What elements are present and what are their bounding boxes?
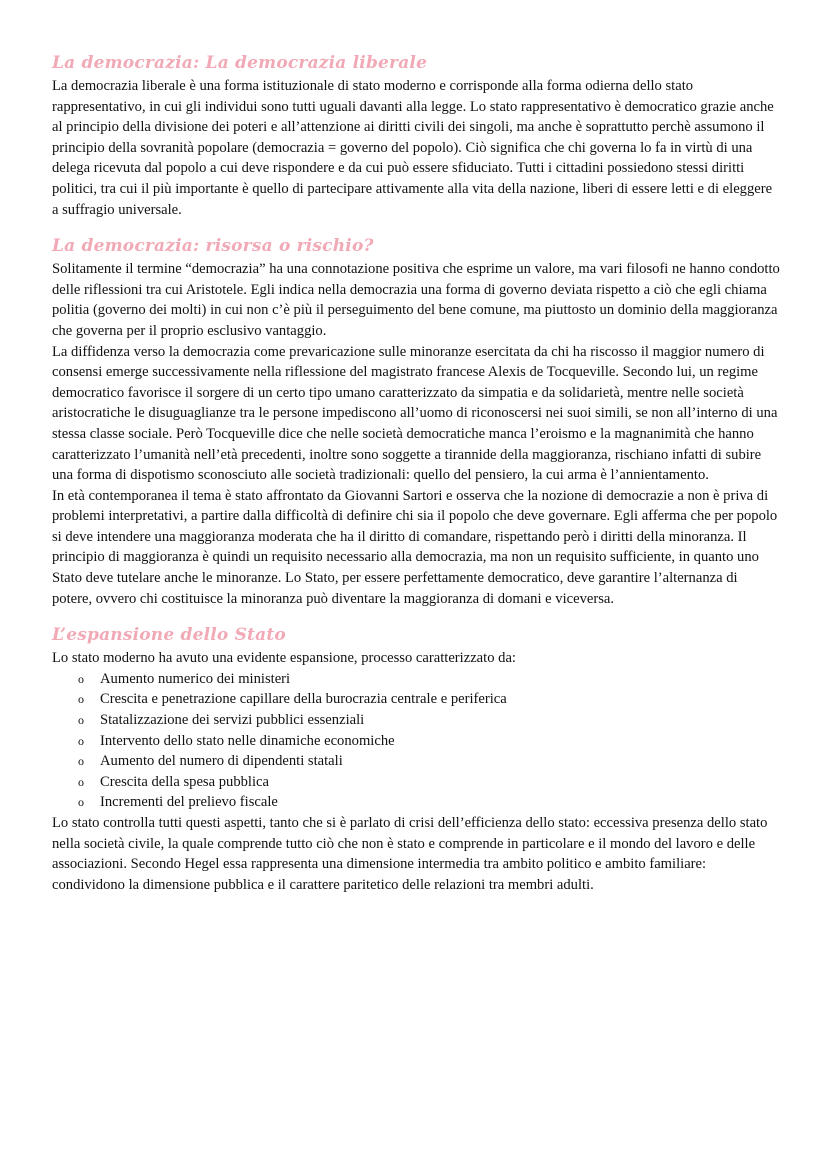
paragraph-outro: Lo stato controlla tutti questi aspetti, tanto che si è parlato di crisi dell’efficienza dello stato: eccessiva presenza dello stato nella società civile, la quale comprende tutto ciò che non è stato e comprende in particolare e il mondo del lavoro e delle associazioni. Secondo Hegel essa rappresenta una dimensione intermedia tra ambito politico e ambito familiare: condividono la dimensione pubblica e il carattere paritetico delle relazioni tra membri adulti. xyxy=(52,815,768,893)
list-item xyxy=(78,772,780,793)
circle-bullet-icon: o xyxy=(78,733,84,748)
list-item xyxy=(78,710,780,731)
circle-bullet-icon: o xyxy=(78,713,84,728)
list-item xyxy=(78,731,780,752)
paragraph: Solitamente il termine “democrazia” ha una connotazione positiva che esprime un valore, ma vari filosofi ne hanno condotto delle riflessioni tra cui Aristotele. Egli indica nella democrazia una forma di governo deviata rispetto a ciò che egli chiama politia (governo dei molti) in cui non c’è più il perseguimento del bene comune, ma piuttosto un dominio della maggioranza che governa per il proprio esclusivo vantaggio. xyxy=(52,261,780,339)
document-page xyxy=(52,52,780,895)
paragraph: In età contemporanea il tema è stato affrontato da Giovanni Sartori e osserva che la nozione di democrazie a non è priva di problemi interpretativi, a partire dalla difficoltà di definire chi sia il popolo che deve governare. Egli afferma che per popolo si deve intendere una maggioranza moderata che ha il diritto di comandare, rispettando però i diritti della minoranza. Il principio di maggioranza è quindi un requisito necessario alla democrazia, ma non un requisito sufficiente, in quanto uno Stato deve tutelare anche le minoranze. Lo Stato, per essere perfettamente democratico, deve garantire l’alternanza di potere, ovvero chi costituisce la minoranza può diventare la maggioranza di domani e viceversa. xyxy=(52,487,778,607)
list-item-text: Incrementi del prelievo fiscale xyxy=(100,794,278,811)
list-item-text: Statalizzazione dei servizi pubblici essenziali xyxy=(100,712,365,729)
list-item xyxy=(78,689,780,710)
circle-bullet-icon: o xyxy=(78,692,84,707)
paragraph-intro: Lo stato moderno ha avuto una evidente espansione, processo caratterizzato da: xyxy=(52,650,516,667)
list-item-text: Crescita della spesa pubblica xyxy=(100,773,269,790)
list-item-text: Aumento numerico dei ministeri xyxy=(100,670,291,687)
list-item xyxy=(78,792,780,813)
section-espansione-stato xyxy=(52,624,780,895)
bullet-list xyxy=(52,669,780,813)
list-item-text: Aumento del numero di dipendenti statali xyxy=(100,753,343,770)
section-heading: La democrazia: La democrazia liberale xyxy=(52,53,428,73)
paragraph: La diffidenza verso la democrazia come prevaricazione sulle minoranze esercitata da chi ha riscosso il maggior numero di consensi emerge successivamente nella riflessione del magistrato francese Alexis de Tocqueville. Secondo lui, un regime democratico favorisce il sorgere di un certo tipo umano caratterizzato da simpatia e da solidarietà, mentre nelle società aristocratiche le disuguaglianze tra le persone impediscono all’uomo di riconoscersi nei suoi simili, se non all’interno di una stessa classe sociale. Però Tocqueville dice che nelle società democratiche manca l’eroismo e la magnanimità che hanno caratterizzato l’umanità nell’età precedenti, inoltre sono soggette a tirannide della maggioranza, rischiano infatti di subire una forma di dispotismo sconosciuto alle società tradizionali: quello del pensiero, la cui arma è l’annientamento. xyxy=(52,343,778,484)
section-heading: La democrazia: risorsa o rischio? xyxy=(52,236,374,257)
circle-bullet-icon: o xyxy=(78,671,84,686)
circle-bullet-icon: o xyxy=(78,774,84,789)
section-heading: L’espansione dello Stato xyxy=(52,625,286,646)
paragraph: La democrazia liberale è una forma istituzionale di stato moderno e corrisponde alla forma odierna dello stato rappresentativo, in cui gli individui sono tutti uguali davanti alla legge. Lo stato rappresentativo è democratico grazie anche al principio della divisione dei poteri e all’attenzione ai diritti civili dei singoli, ma anche è soprattutto perchè assumono il principio della sovranità popolare (democrazia = governo del popolo). Ciò significa che chi governa lo fa in virtù di una delega ricevuta dal popolo a cui deve rispondere e da cui può essere sfiduciato. Tutti i cittadini possiedono stessi diritti politici, tra cui il più importante è quello di partecipare attivamente alla vita della nazione, liberi di essere letti e di eleggere a suffragio universale. xyxy=(52,78,774,218)
list-item-text: Crescita e penetrazione capillare della burocrazia centrale e periferica xyxy=(100,691,507,708)
section-democrazia-liberale xyxy=(52,52,780,220)
list-item xyxy=(78,669,780,690)
section-risorsa-o-rischio xyxy=(52,235,780,609)
list-item xyxy=(78,751,780,772)
circle-bullet-icon: o xyxy=(78,754,84,769)
circle-bullet-icon: o xyxy=(78,795,84,810)
list-item-text: Intervento dello stato nelle dinamiche economiche xyxy=(100,732,395,749)
